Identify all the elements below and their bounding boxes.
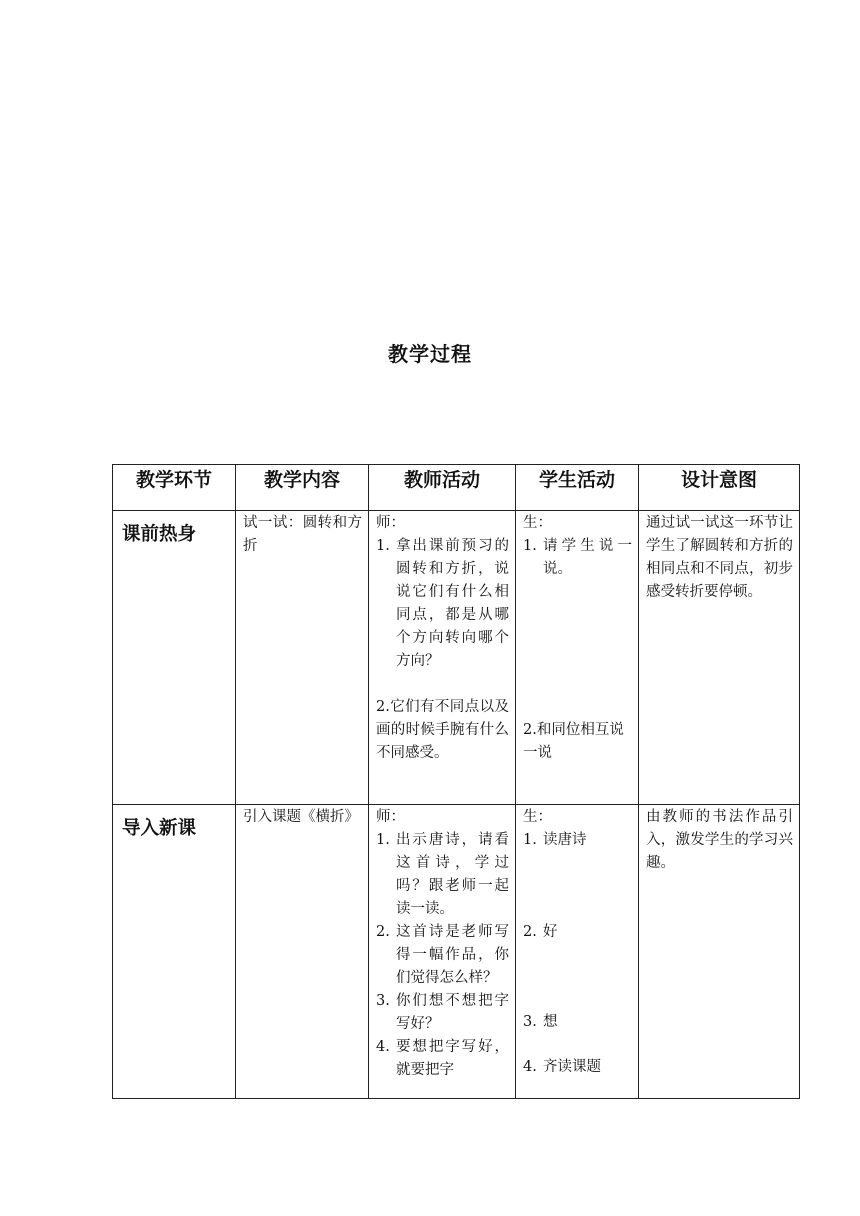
item-number: 4. — [376, 1039, 390, 1055]
item-number: 4. — [523, 1059, 537, 1075]
stage-cell — [113, 805, 236, 1099]
student-activity-cell — [516, 805, 639, 1099]
design-intent-cell — [639, 511, 800, 805]
list-item — [376, 535, 509, 673]
teacher-activity-cell — [369, 805, 516, 1099]
design-intent-cell — [639, 805, 800, 1099]
list-item — [376, 921, 509, 990]
item-text: 想 — [543, 1014, 558, 1030]
student-prefix: 生： — [523, 809, 552, 825]
teacher-prefix: 师： — [376, 515, 405, 531]
list-item — [523, 829, 632, 921]
stage-cell — [113, 511, 236, 805]
item-number: 3. — [376, 993, 390, 1009]
item-text: 拿出课前预习的圆转和方折，说说它们有什么相同点，都是从哪个方向转向哪个方向？ — [396, 538, 509, 669]
page-title: 教学过程 — [388, 342, 472, 366]
item-text: 请学生说一说。 — [543, 538, 632, 577]
header-design-intent: 设计意图 — [639, 465, 800, 511]
list-item — [523, 1011, 632, 1056]
item-number: 2. — [523, 924, 537, 940]
list-item — [523, 921, 632, 1011]
item-text: 齐读课题 — [543, 1059, 601, 1075]
item-number: 1. — [523, 832, 537, 848]
header-stage: 教学环节 — [113, 465, 236, 511]
item-number: 1. — [376, 538, 390, 554]
table-row — [113, 511, 800, 805]
stage-name: 导入新课 — [122, 818, 197, 839]
intent-text: 由教师的书法作品引入，激发学生的学习兴趣。 — [646, 809, 793, 871]
teacher-prefix: 师： — [376, 809, 405, 825]
item-text: 要想把字写好，就要把字 — [396, 1039, 509, 1078]
table-row — [113, 805, 800, 1099]
content-text: 引入课题《横折》 — [243, 809, 359, 825]
lesson-plan-table — [112, 464, 800, 1099]
student-prefix: 生： — [523, 515, 552, 531]
teacher-activity-cell — [369, 511, 516, 805]
intent-text: 通过试一试这一环节让学生了解圆转和方折的相同点和不同点，初步感受转折要停顿。 — [646, 515, 793, 600]
item-text: 好 — [543, 924, 558, 940]
teacher-extra-text: 2.它们有不同点以及画的时候手腕有什么不同感受。 — [376, 699, 509, 761]
header-content: 教学内容 — [236, 465, 369, 511]
stage-name: 课前热身 — [122, 524, 197, 545]
list-item — [523, 1056, 632, 1079]
item-text: 你们想不想把字写好？ — [396, 993, 509, 1032]
student-extra-text: 2.和同位相互说一说 — [523, 722, 624, 761]
item-number: 2. — [376, 924, 390, 940]
list-item — [376, 829, 509, 921]
header-row — [113, 465, 800, 511]
list-item — [376, 1036, 509, 1082]
content-text: 试一试：圆转和方折 — [243, 515, 362, 554]
item-number: 3. — [523, 1014, 537, 1030]
item-text: 这首诗是老师写得一幅作品，你们觉得怎么样？ — [396, 924, 509, 986]
content-cell — [236, 511, 369, 805]
item-number: 1. — [376, 832, 390, 848]
list-item — [523, 535, 632, 581]
item-number: 1. — [523, 538, 537, 554]
header-student-activity: 学生活动 — [516, 465, 639, 511]
item-text: 读唐诗 — [543, 832, 587, 848]
list-item — [376, 990, 509, 1036]
item-text: 出示唐诗，请看这首诗，学过吗？跟老师一起读一读。 — [396, 832, 509, 917]
student-activity-cell — [516, 511, 639, 805]
content-cell — [236, 805, 369, 1099]
header-teacher-activity: 教师活动 — [369, 465, 516, 511]
